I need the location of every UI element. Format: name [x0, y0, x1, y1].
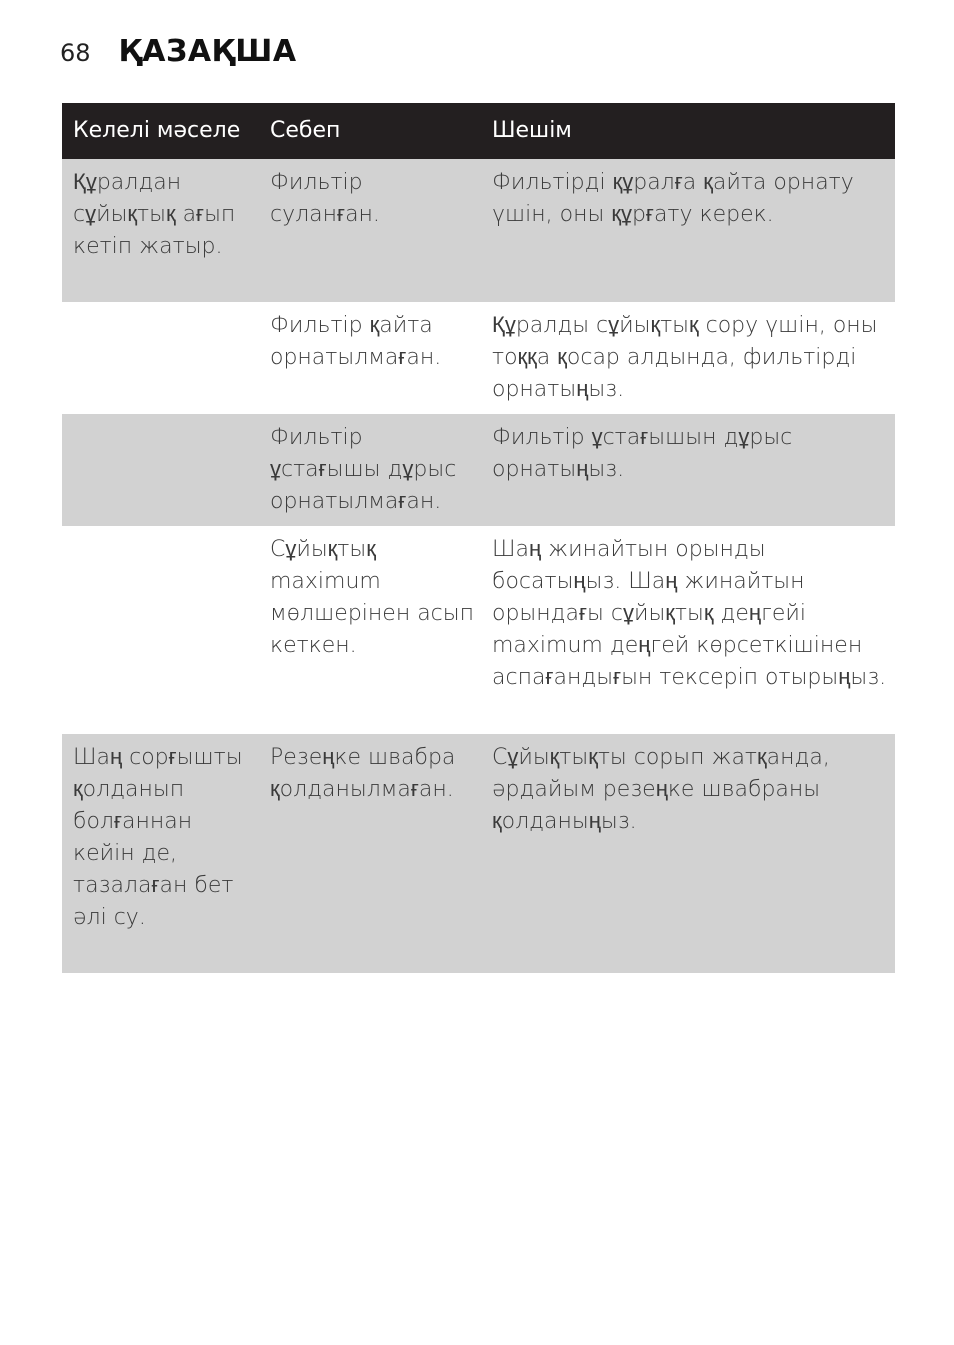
cell-solution: Фильтірді құралға қайта орнату үшін, оны құрғату керек.	[492, 170, 854, 227]
cell-solution: Фильтір ұстағышын дұрыс орнатыңыз.	[492, 425, 793, 482]
page-header	[60, 34, 297, 74]
cell-cause: Сұйықтық maximum мөлшерінен асып кеткен.	[270, 537, 474, 658]
header-problem: Келелі мәселе	[73, 118, 241, 143]
header-solution: Шешім	[492, 118, 572, 143]
cell-problem	[62, 526, 259, 734]
cell-solution: Құралды сұйықтық сору үшін, оны тоққа қосар алдында, фильтірді орнатыңыз.	[492, 313, 878, 402]
cell-cause: Фильтір қайта орнатылмаған.	[270, 313, 442, 370]
cell-cause: Резеңке швабра қолданылмаған.	[270, 745, 456, 802]
header-cause: Себеп	[270, 118, 341, 143]
cell-problem	[62, 302, 259, 414]
cell-solution: Шаң жинайтын орынды босатыңыз. Шаң жинайтын орындағы сұйықтық деңгейі maximum деңгей көрсеткішінен аспағандығын тексеріп отырыңыз.	[492, 537, 887, 690]
cell-cause: Фильтір ұстағышы дұрыс орнатылмаған.	[270, 425, 457, 514]
page-number: 68	[60, 39, 91, 67]
troubleshooting-table	[62, 103, 895, 973]
cell-problem: Шаң сорғышты қолданып болғаннан кейін де, тазалаған бет әлі су.	[73, 745, 243, 930]
table-header-row	[62, 103, 895, 159]
table-row	[62, 414, 895, 526]
table-row	[62, 159, 895, 302]
section-title: ҚАЗАҚША	[118, 34, 297, 69]
cell-problem: Құралдан сұйықтық ағып кетіп жатыр.	[73, 170, 236, 259]
table-row	[62, 302, 895, 414]
cell-cause: Фильтір суланған.	[270, 170, 380, 227]
table-row	[62, 526, 895, 734]
cell-solution: Сұйықтықты сорып жатқанда, әрдайым резеңке швабраны қолданыңыз.	[492, 745, 830, 834]
table-row	[62, 734, 895, 973]
cell-problem	[62, 414, 259, 526]
